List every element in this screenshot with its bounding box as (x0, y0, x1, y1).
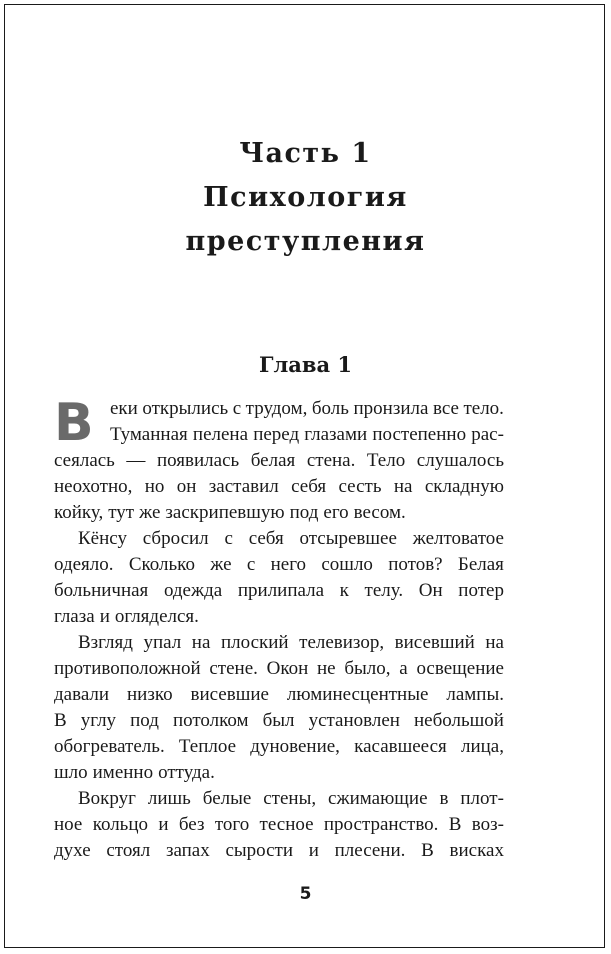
word: без (178, 814, 205, 835)
word: освещение (416, 658, 504, 679)
word: не (317, 658, 336, 679)
word: его (323, 502, 349, 523)
word: Белая (457, 554, 504, 575)
word: телевизор, (299, 632, 385, 653)
word: дуновение, (250, 736, 340, 757)
word: углу (80, 710, 117, 731)
word: упал (143, 632, 182, 653)
word: В (448, 814, 462, 835)
word: отсыревшее (299, 528, 397, 549)
word: но (144, 476, 165, 497)
word: стене. (209, 658, 258, 679)
word: плот- (460, 788, 504, 809)
word: плесени. (334, 840, 406, 861)
word: давали (54, 684, 110, 705)
word: боль (311, 398, 349, 419)
word: лампы. (446, 684, 504, 705)
word: на (485, 632, 504, 653)
word: был (262, 710, 295, 731)
word: него (270, 554, 307, 575)
word: неохотно, (54, 476, 133, 497)
text-line (54, 682, 504, 708)
word: стоял (106, 840, 151, 861)
part-title-line-1: Психология (203, 182, 408, 213)
word: небольшой (414, 710, 504, 731)
word: установлен (308, 710, 400, 731)
word: пространство. (323, 814, 439, 835)
word: ное (54, 814, 83, 835)
word: и (158, 814, 169, 835)
word: и (99, 606, 110, 627)
word: к (339, 580, 349, 601)
word: на (191, 632, 211, 653)
text-line (54, 760, 504, 786)
word: лишь (147, 788, 191, 809)
paragraph-4 (54, 786, 504, 864)
word: стены, (263, 788, 317, 809)
part-title-line-2: преступления (185, 226, 426, 257)
part-number: Часть 1 (239, 138, 372, 169)
word: висевшие (190, 684, 269, 705)
drop-cap: В (54, 393, 94, 453)
word: рас- (471, 424, 504, 445)
word: сырости (225, 840, 294, 861)
word: он (176, 476, 197, 497)
word: сбросил (142, 528, 209, 549)
word: того (214, 814, 250, 835)
word: телу. (364, 580, 404, 601)
word: Он (418, 580, 443, 601)
word: потер (458, 580, 504, 601)
word: стена. (306, 450, 356, 471)
text-line (54, 838, 504, 864)
text-line (54, 500, 504, 526)
word: под (130, 710, 159, 731)
word: Взгляд (78, 632, 133, 653)
word: себя (248, 528, 284, 549)
word: люминесцентные (286, 684, 429, 705)
word: с (224, 528, 233, 549)
word: воз- (471, 814, 504, 835)
text-line (82, 396, 504, 422)
word: огляделся. (114, 606, 199, 627)
word: было, (344, 658, 391, 679)
word: появилась (156, 450, 240, 471)
word: сошло (321, 554, 373, 575)
word: Окон (266, 658, 309, 679)
word: больничная (54, 580, 149, 601)
text-line (54, 708, 504, 734)
word: обогреватель. (54, 736, 165, 757)
word: плоский (220, 632, 289, 653)
word: именно (92, 762, 154, 783)
word: все (432, 398, 459, 419)
word: Кёнсу (78, 528, 127, 549)
text-line (54, 786, 504, 812)
text-line (54, 578, 504, 604)
word: глаза (54, 606, 95, 627)
word: белая (250, 450, 296, 471)
word: сесть (338, 476, 382, 497)
word: открылись (142, 398, 229, 419)
part-heading (0, 132, 611, 264)
word: духе (54, 840, 91, 861)
word: висевший (394, 632, 475, 653)
word: складную (424, 476, 504, 497)
paragraph-2 (54, 526, 504, 630)
word: сеялась (54, 450, 115, 471)
word: одеяло. (54, 554, 114, 575)
word: слушалось (416, 450, 504, 471)
word: и (308, 840, 319, 861)
word: тесное (259, 814, 314, 835)
text-line (54, 448, 504, 474)
word: В (54, 710, 67, 731)
text-line (54, 474, 504, 500)
word: на (393, 476, 413, 497)
word: тут (108, 502, 135, 523)
word: шло (54, 762, 88, 783)
word: Вокруг (78, 788, 136, 809)
word: койку, (54, 502, 104, 523)
page-number: 5 (299, 884, 312, 904)
chapter-text (54, 393, 504, 864)
text-line (54, 526, 504, 552)
word: Тело (366, 450, 406, 471)
text-line (54, 812, 504, 838)
word: в (439, 788, 449, 809)
word: Туманная (110, 424, 188, 445)
word: В (421, 840, 434, 861)
text-line (54, 630, 504, 656)
word: трудом, (245, 398, 308, 419)
word: тело. (463, 398, 504, 419)
word: низко (126, 684, 173, 705)
text-line (54, 656, 504, 682)
word: пелена (192, 424, 249, 445)
word: сжимающие (328, 788, 428, 809)
word: же (210, 554, 232, 575)
word: желтоватое (412, 528, 504, 549)
text-line (54, 734, 504, 760)
word: постепенно (372, 424, 467, 445)
word: под (289, 502, 319, 523)
word: потолком (172, 710, 249, 731)
text-line (54, 552, 504, 578)
word: Сколько (128, 554, 195, 575)
word: запах (165, 840, 210, 861)
word: же (139, 502, 161, 523)
word: висках (449, 840, 504, 861)
word: Теплое (178, 736, 237, 757)
word: кольцо (92, 814, 149, 835)
word: оттуда. (158, 762, 215, 783)
word: прилипала (237, 580, 325, 601)
word: а (399, 658, 408, 679)
paragraph-3 (54, 630, 504, 786)
chapter-title: Глава 1 (258, 352, 353, 377)
text-line (54, 604, 504, 630)
word: — (126, 450, 146, 471)
word: заставил (208, 476, 279, 497)
word: касавшееся (354, 736, 447, 757)
word: потов? (388, 554, 443, 575)
word: заскрипевшую (165, 502, 285, 523)
word: пронзила (353, 398, 429, 419)
word: одежда (163, 580, 223, 601)
word: глазами (304, 424, 368, 445)
word: перед (253, 424, 300, 445)
word: еки (110, 398, 138, 419)
word: противоположной (54, 658, 201, 679)
word: белые (202, 788, 252, 809)
word: весом. (353, 502, 406, 523)
word: лица, (460, 736, 504, 757)
text-line (82, 422, 504, 448)
word: себя (291, 476, 327, 497)
word: с (232, 398, 242, 419)
word: с (246, 554, 256, 575)
paragraph-1 (54, 393, 504, 526)
